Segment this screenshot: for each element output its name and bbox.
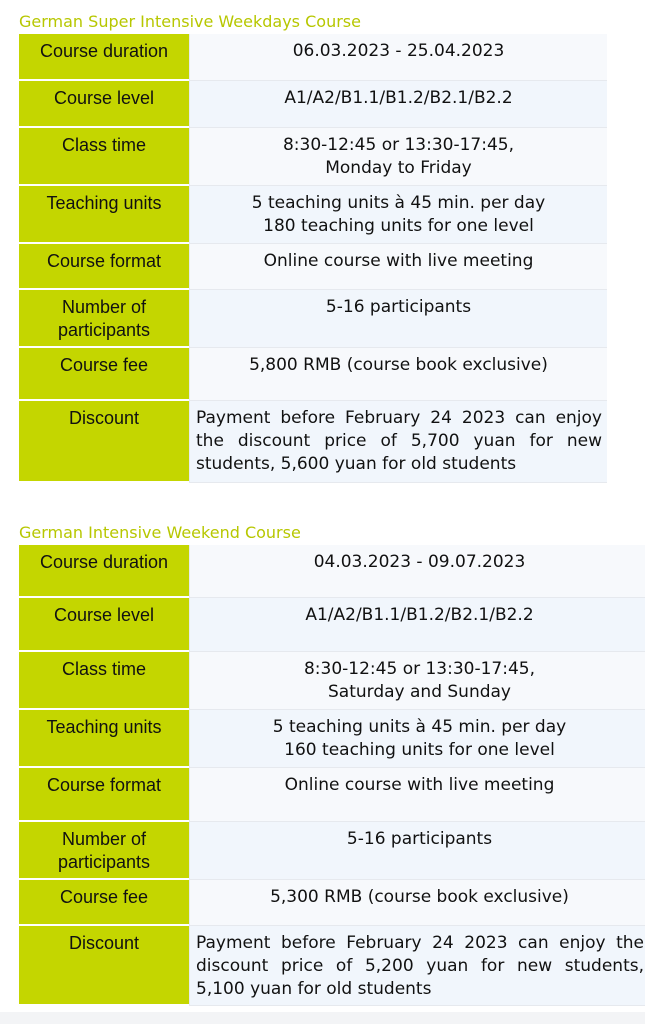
table-row [19,652,645,710]
course-title: German Intensive Weekend Course [19,523,301,542]
label-course-fee: Course fee [19,880,189,926]
table-row [19,710,645,768]
table-row [19,822,645,880]
value-discount: Payment before February 24 2023 can enjoy the discount price of 5,200 yuan for new students, 5,100 yuan for old students [189,926,645,1006]
value-teaching-units: 5 teaching units à 45 min. per day 160 teaching units for one level [189,710,645,768]
label-course-format: Course format [19,768,189,822]
value-course-format: Online course with live meeting [189,244,607,290]
label-number-of-participants: Number of participants [19,822,189,880]
table-row [19,128,607,186]
label-teaching-units: Teaching units [19,186,189,244]
table-row [19,598,645,652]
value-discount: Payment before February 24 2023 can enjoy the discount price of 5,700 yuan for new students, 5,600 yuan for old students [189,401,607,483]
label-class-time: Class time [19,128,189,186]
table-row [19,768,645,822]
label-course-duration: Course duration [19,545,189,598]
value-course-fee: 5,300 RMB (course book exclusive) [189,880,645,926]
label-discount: Discount [19,401,189,483]
value-course-format: Online course with live meeting [189,768,645,822]
table-row [19,348,607,401]
table-row [19,244,607,290]
weekdays-course-section [19,12,607,483]
course-info-table [19,545,645,1006]
page-bottom-bar [0,1012,645,1024]
label-course-level: Course level [19,81,189,128]
value-course-duration: 04.03.2023 - 09.07.2023 [189,545,645,598]
value-class-time: 8:30-12:45 or 13:30-17:45, Saturday and Sunday [189,652,645,710]
table-row [19,401,607,483]
course-title: German Super Intensive Weekdays Course [19,12,361,31]
value-number-of-participants: 5-16 participants [189,822,645,880]
label-course-fee: Course fee [19,348,189,401]
label-teaching-units: Teaching units [19,710,189,768]
table-row [19,880,645,926]
table-row [19,545,645,598]
value-class-time: 8:30-12:45 or 13:30-17:45, Monday to Friday [189,128,607,186]
value-course-duration: 06.03.2023 - 25.04.2023 [189,34,607,81]
value-course-level: A1/A2/B1.1/B1.2/B2.1/B2.2 [189,598,645,652]
label-course-format: Course format [19,244,189,290]
course-info-table [19,34,607,483]
table-row [19,34,607,81]
label-class-time: Class time [19,652,189,710]
value-number-of-participants: 5-16 participants [189,290,607,348]
table-row [19,186,607,244]
table-row [19,290,607,348]
label-discount: Discount [19,926,189,1006]
value-teaching-units: 5 teaching units à 45 min. per day 180 teaching units for one level [189,186,607,244]
weekend-course-section [19,523,645,1006]
value-course-level: A1/A2/B1.1/B1.2/B2.1/B2.2 [189,81,607,128]
label-course-duration: Course duration [19,34,189,81]
table-row [19,926,645,1006]
table-row [19,81,607,128]
label-course-level: Course level [19,598,189,652]
value-course-fee: 5,800 RMB (course book exclusive) [189,348,607,401]
label-number-of-participants: Number of participants [19,290,189,348]
